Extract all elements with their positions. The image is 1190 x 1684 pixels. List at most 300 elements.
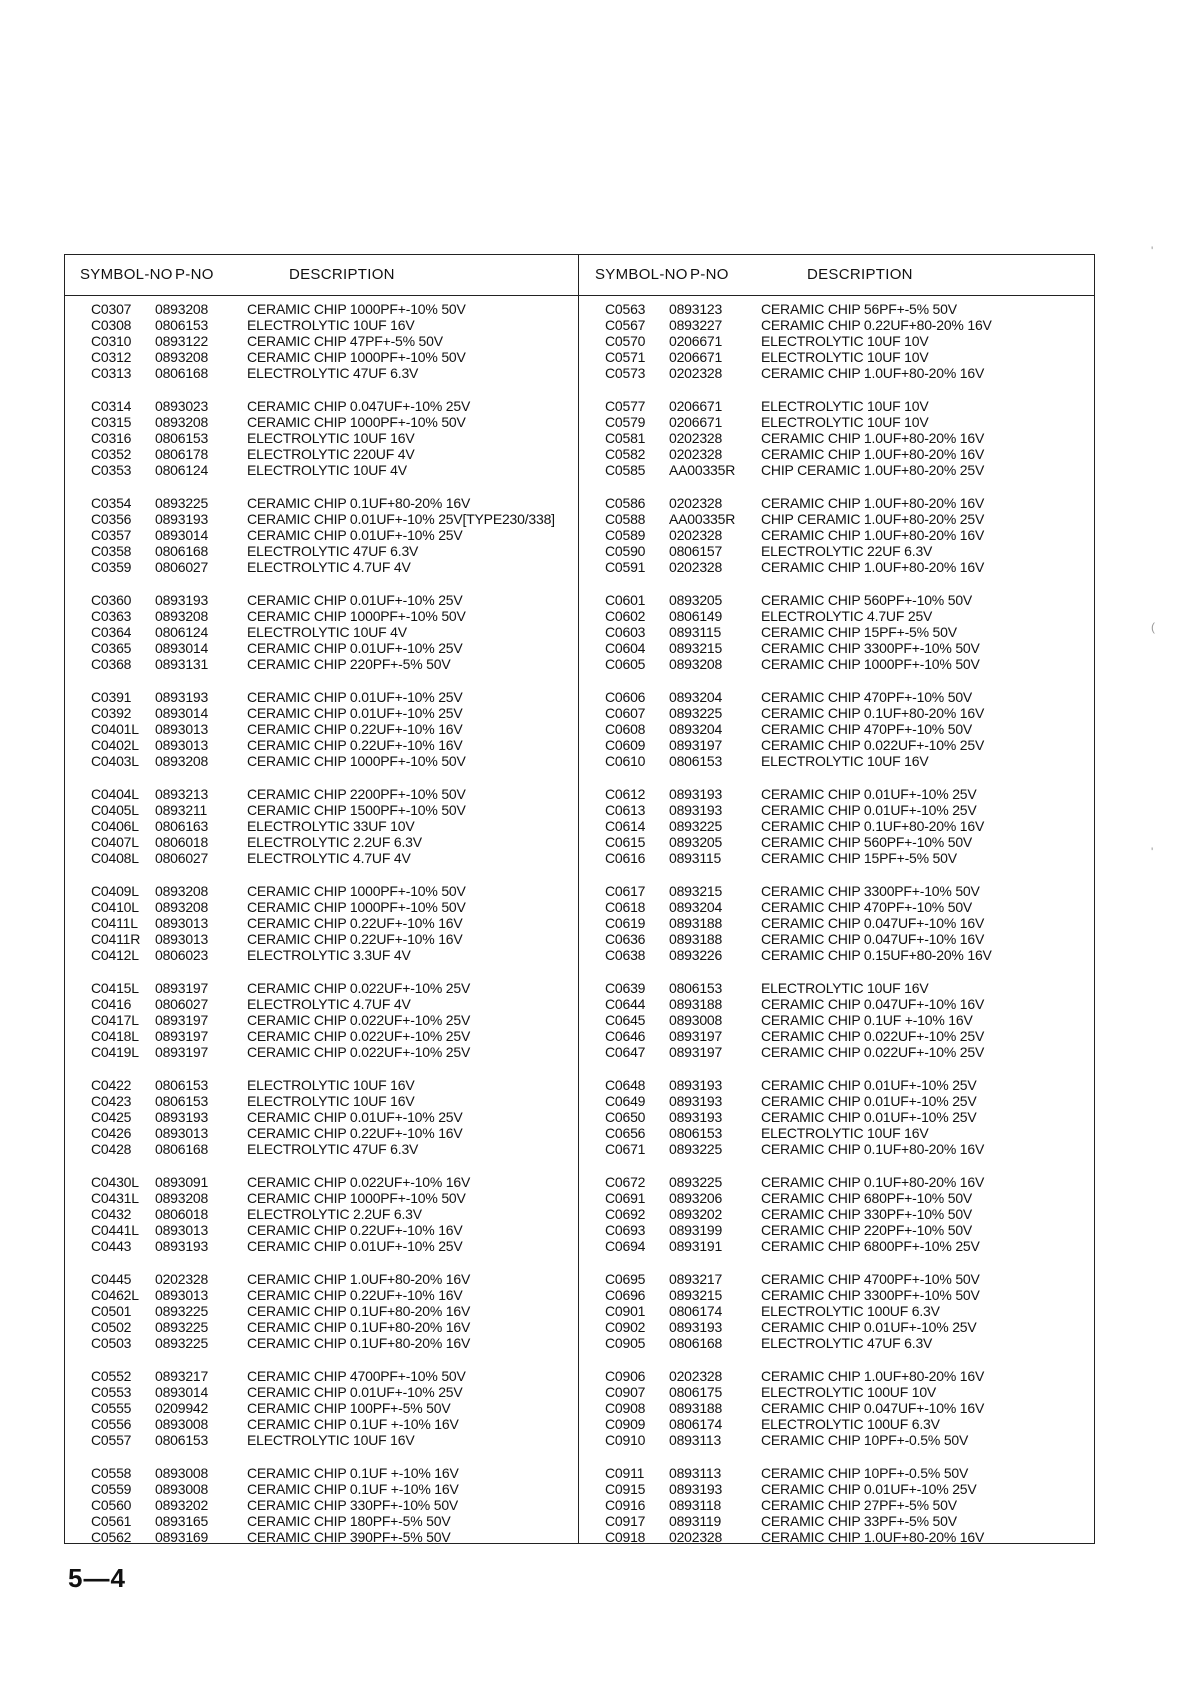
description-cell: ELECTROLYTIC 4.7UF 4V xyxy=(247,559,411,575)
description-cell: CERAMIC CHIP 15PF+-5% 50V xyxy=(761,624,957,640)
part-no-cell: 0893225 xyxy=(155,495,209,511)
symbol-no-cell: C0426 xyxy=(91,1125,132,1141)
symbol-no-cell: C0432 xyxy=(91,1206,132,1222)
description-cell: CERAMIC CHIP 560PF+-10% 50V xyxy=(761,592,973,608)
description-cell: CERAMIC CHIP 0.22UF+-10% 16V xyxy=(247,931,463,947)
part-no-cell: AA00335R xyxy=(669,511,736,527)
description-cell: CERAMIC CHIP 1.0UF+80-20% 16V xyxy=(761,1368,985,1384)
part-no-cell: 0806124 xyxy=(155,462,209,478)
part-no-cell: 0893208 xyxy=(155,899,209,915)
table-row xyxy=(65,1271,577,1287)
symbol-no-cell: C0567 xyxy=(605,317,646,333)
parts-group xyxy=(579,1174,1091,1271)
part-no-cell: 0893165 xyxy=(155,1513,209,1529)
parts-group xyxy=(65,786,577,883)
parts-group xyxy=(579,301,1091,398)
symbol-no-cell: C0636 xyxy=(605,931,646,947)
description-cell: CERAMIC CHIP 1000PF+-10% 50V xyxy=(247,301,466,317)
parts-group xyxy=(579,1077,1091,1174)
part-no-cell: 0202328 xyxy=(155,1271,209,1287)
symbol-no-cell: C0422 xyxy=(91,1077,132,1093)
symbol-no-cell: C0363 xyxy=(91,608,132,624)
table-row xyxy=(65,1287,577,1303)
description-cell: CERAMIC CHIP 0.01UF+-10% 25V xyxy=(247,527,463,543)
parts-group xyxy=(65,1465,577,1562)
description-cell: CERAMIC CHIP 220PF+-5% 50V xyxy=(247,656,451,672)
description-cell: CERAMIC CHIP 1000PF+-10% 50V xyxy=(247,899,466,915)
part-no-cell: 0893215 xyxy=(669,1287,723,1303)
part-no-cell: 0893193 xyxy=(155,592,209,608)
symbol-no-cell: C0558 xyxy=(91,1465,132,1481)
symbol-no-cell: C0582 xyxy=(605,446,646,462)
description-cell: ELECTROLYTIC 47UF 6.3V xyxy=(247,1141,419,1157)
description-cell: CERAMIC CHIP 0.047UF+-10% 16V xyxy=(761,1400,985,1416)
part-no-cell: 0806178 xyxy=(155,446,209,462)
part-no-cell: 0893225 xyxy=(669,1141,723,1157)
part-no-cell: 0893226 xyxy=(669,947,723,963)
description-cell: ELECTROLYTIC 47UF 6.3V xyxy=(761,1335,933,1351)
symbol-no-cell: C0553 xyxy=(91,1384,132,1400)
part-no-cell: 0893188 xyxy=(669,915,723,931)
symbol-no-cell: C0581 xyxy=(605,430,646,446)
table-row xyxy=(579,1093,1091,1109)
table-row xyxy=(65,1400,577,1416)
description-cell: CERAMIC CHIP 560PF+-10% 50V xyxy=(761,834,973,850)
parts-group xyxy=(579,495,1091,592)
part-no-cell: 0893193 xyxy=(155,1109,209,1125)
table-row xyxy=(579,818,1091,834)
symbol-no-cell: C0441L xyxy=(91,1222,139,1238)
part-no-cell: 0893188 xyxy=(669,1400,723,1416)
table-row xyxy=(579,1368,1091,1384)
description-cell: CERAMIC CHIP 0.022UF+-10% 16V xyxy=(247,1174,471,1190)
scan-mark: ( xyxy=(1151,620,1155,634)
table-row xyxy=(65,1206,577,1222)
table-row xyxy=(579,511,1091,527)
table-row xyxy=(65,947,577,963)
description-cell: CERAMIC CHIP 470PF+-10% 50V xyxy=(761,689,973,705)
symbol-no-cell: C0911 xyxy=(605,1465,645,1481)
parts-group xyxy=(65,980,577,1077)
table-row xyxy=(65,1432,577,1448)
table-row xyxy=(579,1271,1091,1287)
description-cell: CERAMIC CHIP 6800PF+-10% 25V xyxy=(761,1238,980,1254)
table-row xyxy=(579,1384,1091,1400)
table-row xyxy=(65,980,577,996)
part-no-cell: 0893225 xyxy=(155,1303,209,1319)
symbol-no-cell: C0604 xyxy=(605,640,646,656)
table-row xyxy=(65,511,577,527)
description-cell: CERAMIC CHIP 0.1UF +-10% 16V xyxy=(247,1416,459,1432)
parts-group xyxy=(579,398,1091,495)
symbol-no-cell: C0672 xyxy=(605,1174,646,1190)
parts-group xyxy=(579,1271,1091,1368)
table-row xyxy=(65,592,577,608)
description-cell: CERAMIC CHIP 1.0UF+80-20% 16V xyxy=(761,365,985,381)
description-cell: CERAMIC CHIP 220PF+-10% 50V xyxy=(761,1222,973,1238)
table-row xyxy=(579,1028,1091,1044)
part-no-cell: 0806168 xyxy=(155,543,209,559)
description-cell: CERAMIC CHIP 0.01UF+-10% 25V xyxy=(247,640,463,656)
part-no-cell: 0893213 xyxy=(155,786,209,802)
description-cell: ELECTROLYTIC 2.2UF 6.3V xyxy=(247,834,422,850)
symbol-no-cell: C0308 xyxy=(91,317,132,333)
part-no-cell: 0806153 xyxy=(669,753,723,769)
description-cell: CERAMIC CHIP 0.01UF+-10% 25V xyxy=(247,689,463,705)
symbol-no-cell: C0352 xyxy=(91,446,132,462)
symbol-no-cell: C0401L xyxy=(91,721,139,737)
header-desc-right: DESCRIPTION xyxy=(807,266,913,283)
symbol-no-cell: C0405L xyxy=(91,802,139,818)
part-no-cell: 0202328 xyxy=(669,1368,723,1384)
description-cell: ELECTROLYTIC 10UF 16V xyxy=(247,317,415,333)
symbol-no-cell: C0411R xyxy=(91,931,141,947)
part-no-cell: 0893208 xyxy=(155,608,209,624)
part-no-cell: 0806153 xyxy=(155,1077,209,1093)
part-no-cell: 0806153 xyxy=(155,1093,209,1109)
symbol-no-cell: C0694 xyxy=(605,1238,646,1254)
symbol-no-cell: C0616 xyxy=(605,850,646,866)
part-no-cell: 0806023 xyxy=(155,947,209,963)
symbol-no-cell: C0312 xyxy=(91,349,132,365)
symbol-no-cell: C0691 xyxy=(605,1190,646,1206)
symbol-no-cell: C0647 xyxy=(605,1044,646,1060)
table-row xyxy=(65,996,577,1012)
description-cell: CERAMIC CHIP 0.22UF+-10% 16V xyxy=(247,1222,463,1238)
parts-group xyxy=(65,883,577,980)
description-cell: ELECTROLYTIC 2.2UF 6.3V xyxy=(247,1206,422,1222)
parts-group xyxy=(579,1465,1091,1562)
table-row xyxy=(65,1303,577,1319)
description-cell: CERAMIC CHIP 0.022UF+-10% 25V xyxy=(761,1044,985,1060)
table-row xyxy=(65,1465,577,1481)
symbol-no-cell: C0462L xyxy=(91,1287,139,1303)
part-no-cell: 0893197 xyxy=(155,980,209,996)
part-no-cell: 0893008 xyxy=(155,1481,209,1497)
symbol-no-cell: C0313 xyxy=(91,365,132,381)
part-no-cell: 0202328 xyxy=(669,527,723,543)
header-symbol-left: SYMBOL-NO xyxy=(80,266,173,283)
part-no-cell: 0806124 xyxy=(155,624,209,640)
symbol-no-cell: C0360 xyxy=(91,592,132,608)
description-cell: CERAMIC CHIP 15PF+-5% 50V xyxy=(761,850,957,866)
part-no-cell: 0893014 xyxy=(155,527,209,543)
description-cell: CERAMIC CHIP 2200PF+-10% 50V xyxy=(247,786,466,802)
table-row xyxy=(65,802,577,818)
symbol-no-cell: C0353 xyxy=(91,462,132,478)
symbol-no-cell: C0357 xyxy=(91,527,132,543)
table-row xyxy=(579,624,1091,640)
table-row xyxy=(65,1368,577,1384)
table-row xyxy=(65,301,577,317)
parts-group xyxy=(579,786,1091,883)
table-row xyxy=(579,1513,1091,1529)
symbol-no-cell: C0603 xyxy=(605,624,646,640)
description-cell: CERAMIC CHIP 1000PF+-10% 50V xyxy=(247,414,466,430)
table-row xyxy=(579,592,1091,608)
symbol-no-cell: C0645 xyxy=(605,1012,646,1028)
table-row xyxy=(65,1044,577,1060)
description-cell: ELECTROLYTIC 10UF 10V xyxy=(761,349,929,365)
part-no-cell: 0893217 xyxy=(155,1368,209,1384)
table-row xyxy=(579,1497,1091,1513)
table-row xyxy=(65,1513,577,1529)
part-no-cell: AA00335R xyxy=(669,462,736,478)
symbol-no-cell: C0644 xyxy=(605,996,646,1012)
parts-group xyxy=(579,883,1091,980)
symbol-no-cell: C0443 xyxy=(91,1238,132,1254)
parts-table xyxy=(64,254,1095,1544)
symbol-no-cell: C0901 xyxy=(605,1303,646,1319)
symbol-no-cell: C0907 xyxy=(605,1384,646,1400)
table-row xyxy=(65,430,577,446)
table-row xyxy=(65,624,577,640)
description-cell: CERAMIC CHIP 1000PF+-10% 50V xyxy=(247,349,466,365)
symbol-no-cell: C0410L xyxy=(91,899,139,915)
description-cell: ELECTROLYTIC 100UF 10V xyxy=(761,1384,937,1400)
description-cell: CERAMIC CHIP 0.1UF+80-20% 16V xyxy=(761,1174,985,1190)
description-cell: CERAMIC CHIP 56PF+-5% 50V xyxy=(761,301,957,317)
description-cell: CERAMIC CHIP 0.22UF+-10% 16V xyxy=(247,1125,463,1141)
part-no-cell: 0893225 xyxy=(669,705,723,721)
table-row xyxy=(65,543,577,559)
symbol-no-cell: C0649 xyxy=(605,1093,646,1109)
parts-group xyxy=(65,1368,577,1465)
part-no-cell: 0206671 xyxy=(669,398,723,414)
symbol-no-cell: C0417L xyxy=(91,1012,139,1028)
symbol-no-cell: C0585 xyxy=(605,462,646,478)
description-cell: ELECTROLYTIC 10UF 16V xyxy=(247,1432,415,1448)
part-no-cell: 0893193 xyxy=(669,802,723,818)
table-row xyxy=(65,1384,577,1400)
table-row xyxy=(65,1125,577,1141)
table-row xyxy=(579,349,1091,365)
symbol-no-cell: C0403L xyxy=(91,753,139,769)
table-row xyxy=(65,1497,577,1513)
symbol-no-cell: C0610 xyxy=(605,753,646,769)
description-cell: CERAMIC CHIP 0.022UF+-10% 25V xyxy=(761,1028,985,1044)
part-no-cell: 0893013 xyxy=(155,737,209,753)
part-no-cell: 0893197 xyxy=(155,1044,209,1060)
part-no-cell: 0893193 xyxy=(669,1481,723,1497)
table-row xyxy=(579,1529,1091,1545)
table-row xyxy=(579,543,1091,559)
table-row xyxy=(579,1416,1091,1432)
description-cell: CERAMIC CHIP 1000PF+-10% 50V xyxy=(247,1190,466,1206)
part-no-cell: 0893204 xyxy=(669,899,723,915)
symbol-no-cell: C0316 xyxy=(91,430,132,446)
symbol-no-cell: C0908 xyxy=(605,1400,646,1416)
part-no-cell: 0893008 xyxy=(155,1465,209,1481)
description-cell: ELECTROLYTIC 10UF 16V xyxy=(761,980,929,996)
symbol-no-cell: C0617 xyxy=(605,883,646,899)
symbol-no-cell: C0430L xyxy=(91,1174,139,1190)
symbol-no-cell: C0307 xyxy=(91,301,132,317)
description-cell: CERAMIC CHIP 0.01UF+-10% 25V[TYPE230/338] xyxy=(247,511,555,527)
description-cell: ELECTROLYTIC 3.3UF 4V xyxy=(247,947,411,963)
description-cell: ELECTROLYTIC 47UF 6.3V xyxy=(247,365,419,381)
table-row xyxy=(579,721,1091,737)
description-cell: ELECTROLYTIC 4.7UF 4V xyxy=(247,850,411,866)
description-cell: ELECTROLYTIC 47UF 6.3V xyxy=(247,543,419,559)
table-row xyxy=(579,1109,1091,1125)
description-cell: ELECTROLYTIC 10UF 16V xyxy=(247,430,415,446)
part-no-cell: 0893113 xyxy=(669,1465,722,1481)
table-row xyxy=(579,1206,1091,1222)
part-no-cell: 0806153 xyxy=(669,1125,723,1141)
table-row xyxy=(579,527,1091,543)
table-row xyxy=(65,737,577,753)
table-row xyxy=(65,333,577,349)
description-cell: CERAMIC CHIP 0.047UF+-10% 16V xyxy=(761,915,985,931)
part-no-cell: 0206671 xyxy=(669,349,723,365)
table-row xyxy=(579,365,1091,381)
scan-mark: ' xyxy=(1151,244,1154,258)
symbol-no-cell: C0431L xyxy=(91,1190,139,1206)
part-no-cell: 0806027 xyxy=(155,850,209,866)
table-row xyxy=(65,1335,577,1351)
description-cell: ELECTROLYTIC 10UF 10V xyxy=(761,333,929,349)
description-cell: CERAMIC CHIP 680PF+-10% 50V xyxy=(761,1190,973,1206)
part-no-cell: 0806018 xyxy=(155,1206,209,1222)
table-row xyxy=(579,333,1091,349)
description-cell: CERAMIC CHIP 0.1UF +-10% 16V xyxy=(761,1012,973,1028)
description-cell: ELECTROLYTIC 33UF 10V xyxy=(247,818,415,834)
part-no-cell: 0893193 xyxy=(155,511,209,527)
symbol-no-cell: C0402L xyxy=(91,737,139,753)
table-row xyxy=(65,446,577,462)
table-row xyxy=(65,1481,577,1497)
table-row xyxy=(65,1174,577,1190)
part-no-cell: 0893225 xyxy=(155,1335,209,1351)
table-row xyxy=(65,1529,577,1545)
symbol-no-cell: C0618 xyxy=(605,899,646,915)
table-row xyxy=(579,1141,1091,1157)
description-cell: CERAMIC CHIP 1500PF+-10% 50V xyxy=(247,802,466,818)
symbol-no-cell: C0502 xyxy=(91,1319,132,1335)
table-row xyxy=(579,931,1091,947)
part-no-cell: 0202328 xyxy=(669,365,723,381)
scan-mark: ' xyxy=(1151,845,1154,859)
description-cell: CERAMIC CHIP 0.01UF+-10% 25V xyxy=(247,705,463,721)
symbol-no-cell: C0692 xyxy=(605,1206,646,1222)
table-row xyxy=(65,1077,577,1093)
part-no-cell: 0893204 xyxy=(669,721,723,737)
table-row xyxy=(579,1319,1091,1335)
part-no-cell: 0893008 xyxy=(669,1012,723,1028)
description-cell: CERAMIC CHIP 0.1UF +-10% 16V xyxy=(247,1481,459,1497)
part-no-cell: 0893115 xyxy=(669,850,722,866)
description-cell: CERAMIC CHIP 1000PF+-10% 50V xyxy=(247,608,466,624)
description-cell: CERAMIC CHIP 0.01UF+-10% 25V xyxy=(761,1481,977,1497)
part-no-cell: 0893208 xyxy=(155,753,209,769)
symbol-no-cell: C0614 xyxy=(605,818,646,834)
table-row xyxy=(65,1093,577,1109)
table-row xyxy=(579,1432,1091,1448)
parts-group xyxy=(65,495,577,592)
parts-group xyxy=(65,592,577,689)
part-no-cell: 0893211 xyxy=(155,802,208,818)
description-cell: CERAMIC CHIP 0.22UF+-10% 16V xyxy=(247,737,463,753)
description-cell: ELECTROLYTIC 22UF 6.3V xyxy=(761,543,933,559)
symbol-no-cell: C0671 xyxy=(605,1141,646,1157)
symbol-no-cell: C0591 xyxy=(605,559,646,575)
description-cell: CERAMIC CHIP 1.0UF+80-20% 16V xyxy=(761,1529,985,1545)
symbol-no-cell: C0391 xyxy=(91,689,132,705)
symbol-no-cell: C0619 xyxy=(605,915,646,931)
table-row xyxy=(579,915,1091,931)
symbol-no-cell: C0559 xyxy=(91,1481,132,1497)
symbol-no-cell: C0356 xyxy=(91,511,132,527)
description-cell: CERAMIC CHIP 0.22UF+80-20% 16V xyxy=(761,317,992,333)
symbol-no-cell: C0560 xyxy=(91,1497,132,1513)
description-cell: CERAMIC CHIP 0.1UF +-10% 16V xyxy=(247,1465,459,1481)
symbol-no-cell: C0368 xyxy=(91,656,132,672)
description-cell: CERAMIC CHIP 0.1UF+80-20% 16V xyxy=(247,1319,471,1335)
description-cell: ELECTROLYTIC 10UF 10V xyxy=(761,414,929,430)
part-no-cell: 0806168 xyxy=(669,1335,723,1351)
table-row xyxy=(65,365,577,381)
symbol-no-cell: C0917 xyxy=(605,1513,646,1529)
part-no-cell: 0893204 xyxy=(669,689,723,705)
part-no-cell: 0893123 xyxy=(669,301,723,317)
table-row xyxy=(65,1238,577,1254)
table-row xyxy=(579,786,1091,802)
part-no-cell: 0806018 xyxy=(155,834,209,850)
part-no-cell: 0806027 xyxy=(155,559,209,575)
description-cell: CERAMIC CHIP 10PF+-0.5% 50V xyxy=(761,1432,969,1448)
table-row xyxy=(65,640,577,656)
description-cell: ELECTROLYTIC 10UF 16V xyxy=(247,1093,415,1109)
symbol-no-cell: C0648 xyxy=(605,1077,646,1093)
part-no-cell: 0806175 xyxy=(669,1384,723,1400)
part-no-cell: 0806157 xyxy=(669,543,723,559)
part-no-cell: 0806153 xyxy=(669,980,723,996)
table-row xyxy=(579,883,1091,899)
part-no-cell: 0893122 xyxy=(155,333,209,349)
part-no-cell: 0893225 xyxy=(669,818,723,834)
table-row xyxy=(579,1077,1091,1093)
symbol-no-cell: C0590 xyxy=(605,543,646,559)
table-row xyxy=(579,737,1091,753)
description-cell: CERAMIC CHIP 0.022UF+-10% 25V xyxy=(247,1012,471,1028)
description-cell: ELECTROLYTIC 4.7UF 4V xyxy=(247,996,411,1012)
symbol-no-cell: C0562 xyxy=(91,1529,132,1545)
table-row xyxy=(65,899,577,915)
table-row xyxy=(65,1109,577,1125)
table-row xyxy=(579,1287,1091,1303)
table-row xyxy=(579,1481,1091,1497)
symbol-no-cell: C0555 xyxy=(91,1400,132,1416)
description-cell: CERAMIC CHIP 3300PF+-10% 50V xyxy=(761,640,980,656)
part-no-cell: 0209942 xyxy=(155,1400,209,1416)
part-no-cell: 0893217 xyxy=(669,1271,723,1287)
part-no-cell: 0893014 xyxy=(155,640,209,656)
part-no-cell: 0893197 xyxy=(669,737,723,753)
table-row xyxy=(65,705,577,721)
table-row xyxy=(579,1012,1091,1028)
part-no-cell: 0893227 xyxy=(669,317,723,333)
symbol-no-cell: C0408L xyxy=(91,850,139,866)
part-no-cell: 0893225 xyxy=(155,1319,209,1335)
description-cell: CERAMIC CHIP 180PF+-5% 50V xyxy=(247,1513,451,1529)
part-no-cell: 0806168 xyxy=(155,365,209,381)
header-pno-right: P-NO xyxy=(690,266,729,283)
part-no-cell: 0893208 xyxy=(155,414,209,430)
part-no-cell: 0893208 xyxy=(155,1190,209,1206)
symbol-no-cell: C0571 xyxy=(605,349,646,365)
part-no-cell: 0893208 xyxy=(669,656,723,672)
